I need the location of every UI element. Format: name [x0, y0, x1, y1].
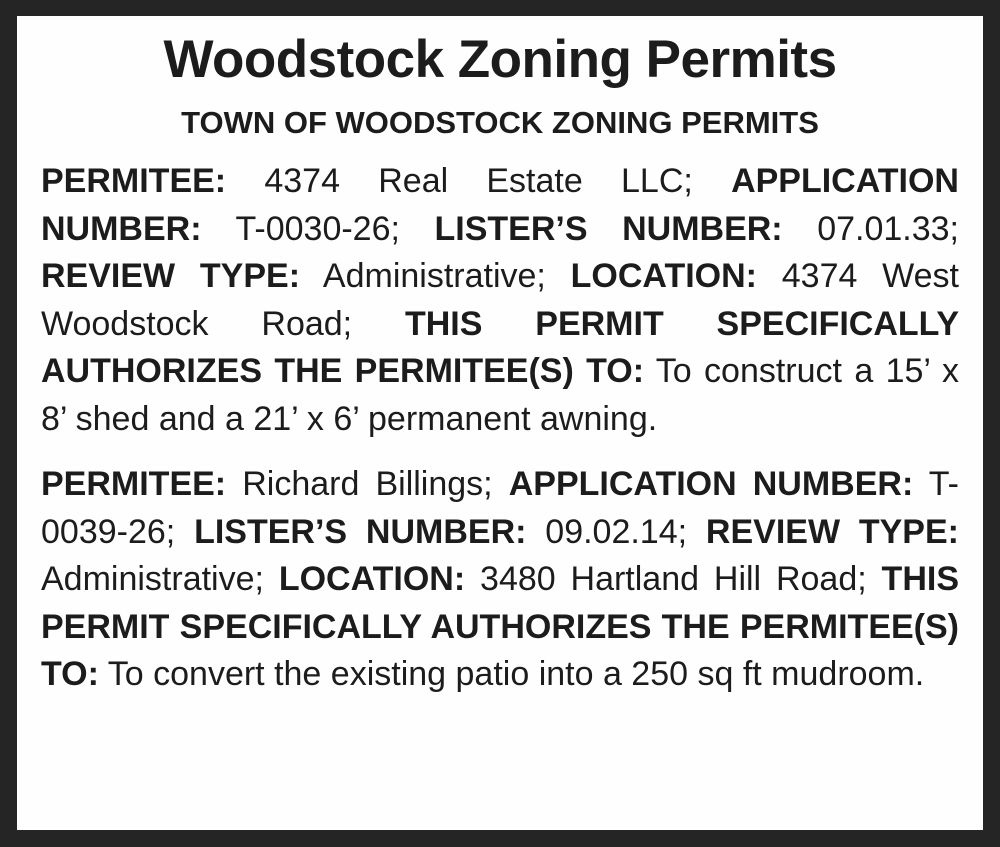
permitee-value: 4374 Real Estate LLC;	[264, 162, 693, 200]
authorizes-label: THIS PERMIT SPECIFICALLY AUTHORIZES THE PERMITEE(S) TO:	[41, 304, 960, 390]
review-type-value: Administrative;	[322, 257, 546, 295]
location-value: 4374 West Woodstock Road;	[41, 257, 959, 343]
application-number-value: T-0039-26;	[41, 465, 959, 551]
listers-number-label: LISTER’S NUMBER:	[194, 512, 527, 551]
review-type-label: REVIEW TYPE:	[41, 257, 301, 295]
notice-box	[17, 16, 983, 830]
location-value: 3480 Hartland Hill Road;	[480, 560, 867, 598]
application-number-label: APPLICATION NUMBER:	[508, 465, 914, 503]
permit-entry-1	[41, 158, 959, 443]
description-value: To convert the existing patio into a 250 sq ft mudroom.	[107, 655, 925, 693]
review-type-label: REVIEW TYPE:	[705, 512, 959, 551]
application-number-label: APPLICATION NUMBER:	[41, 162, 959, 248]
page-subtitle: TOWN OF WOODSTOCK ZONING PERMITS	[181, 105, 819, 140]
permit-entry-2	[41, 461, 959, 699]
listers-number-label: LISTER’S NUMBER:	[434, 209, 783, 248]
location-label: LOCATION:	[570, 257, 757, 295]
page-title: Woodstock Zoning Permits	[163, 30, 837, 89]
description-value: To construct a 15’ x 8’ shed and a 21’ x 6’ permanent awning.	[41, 352, 960, 438]
permitee-value: Richard Billings;	[242, 465, 493, 503]
permitee-label: PERMITEE:	[41, 162, 227, 200]
listers-number-value: 07.01.33;	[817, 209, 959, 248]
application-number-value: T-0030-26;	[235, 209, 400, 248]
location-label: LOCATION:	[278, 560, 466, 598]
authorizes-label: THIS PERMIT SPECIFICALLY AUTHORIZES THE PERMITEE(S) TO:	[41, 560, 959, 693]
review-type-value: Administrative;	[41, 560, 264, 598]
listers-number-value: 09.02.14;	[545, 512, 688, 551]
permitee-label: PERMITEE:	[41, 465, 227, 503]
